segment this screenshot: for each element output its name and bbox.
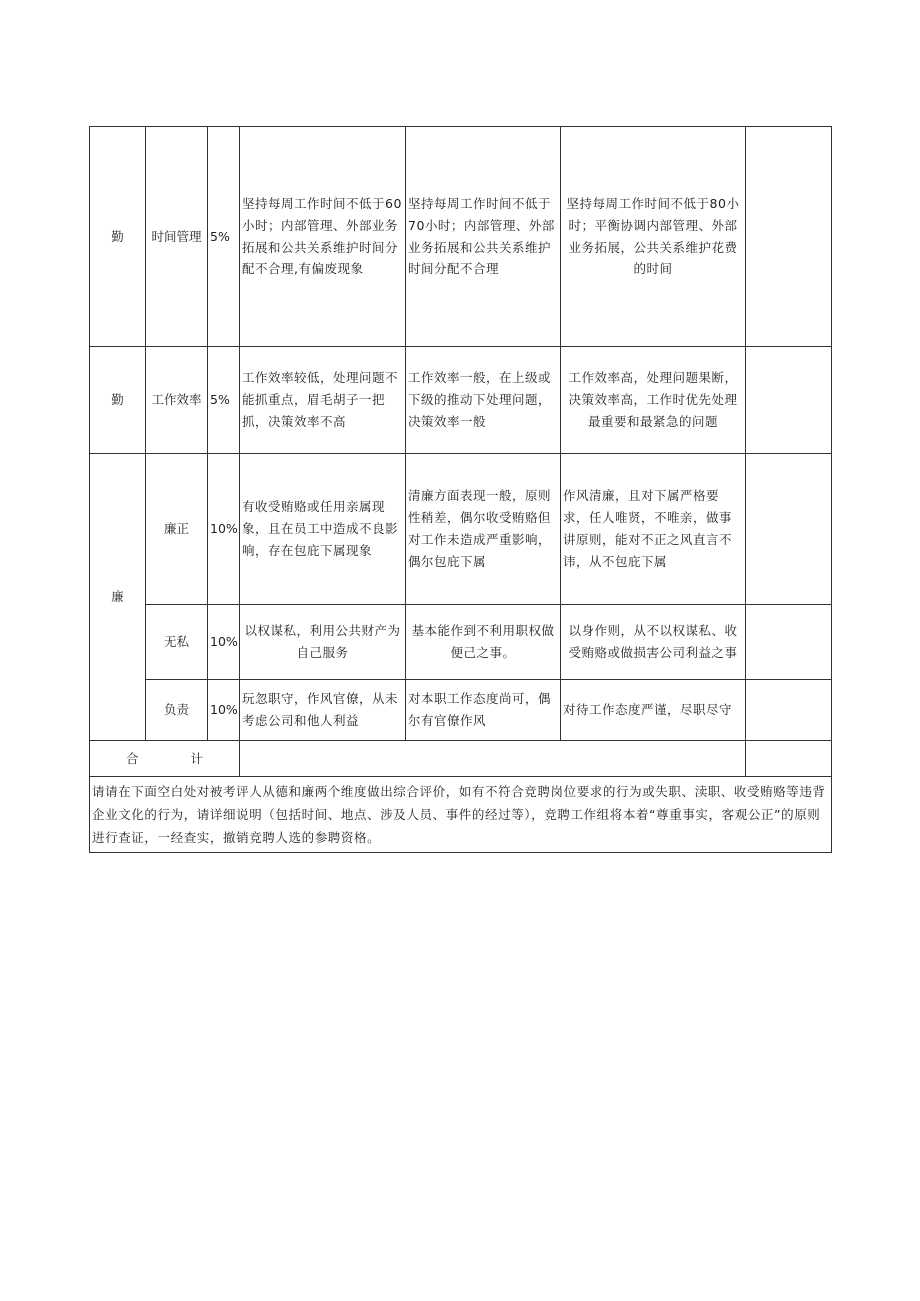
level3-cell: 作风清廉，且对下属严格要求，任人唯贤，不唯亲，做事讲原则，能对不正之风直言不讳，从不包庇下属	[561, 454, 746, 605]
level2-cell: 坚持每周工作时间不低于70小时；内部管理、外部业务拓展和公共关系维护时间分配不合理	[406, 127, 561, 347]
level1-cell: 以权谋私，利用公共财产为自己服务	[240, 605, 406, 680]
item-cell: 无私	[146, 605, 208, 680]
level3-cell: 坚持每周工作时间不低于80小时；平衡协调内部管理、外部业务拓展，公共关系维护花费的时间	[561, 127, 746, 347]
notes-row	[90, 777, 832, 853]
evaluation-table	[89, 126, 832, 853]
weight-cell: 10%	[208, 605, 240, 680]
dimension-cell: 勤	[90, 127, 146, 347]
level2-cell: 对本职工作态度尚可，偶尔有官僚作风	[406, 680, 561, 741]
level2-cell: 工作效率一般，在上级或下级的推动下处理问题，决策效率一般	[406, 347, 561, 454]
table-row	[90, 454, 832, 605]
level1-cell: 坚持每周工作时间不低于60小时；内部管理、外部业务拓展和公共关系维护时间分配不合理,有偏废现象	[240, 127, 406, 347]
level3-cell: 以身作则，从不以权谋私、收受贿赂或做损害公司利益之事	[561, 605, 746, 680]
weight-cell: 10%	[208, 454, 240, 605]
level3-cell: 工作效率高，处理问题果断，决策效率高，工作时优先处理最重要和最紧急的问题	[561, 347, 746, 454]
evaluation-notes: 请请在下面空白处对被考评人从德和廉两个维度做出综合评价，如有不符合竞聘岗位要求的行为或失职、渎职、收受贿赂等违背企业文化的行为，请详细说明（包括时间、地点、涉及人员、事件的经过等），竞聘工作组将本着“尊重事实，客观公正”的原则进行查证，一经查实，撤销竞聘人选的参聘资格。	[90, 777, 832, 853]
total-row	[90, 741, 832, 777]
score-cell[interactable]	[746, 454, 832, 605]
table-row	[90, 347, 832, 454]
level1-cell: 玩忽职守，作风官僚，从未考虑公司和他人利益	[240, 680, 406, 741]
dimension-cell: 廉	[90, 454, 146, 741]
total-label	[90, 741, 240, 777]
dimension-cell: 勤	[90, 347, 146, 454]
total-label-a: 合	[126, 750, 139, 766]
item-cell: 工作效率	[146, 347, 208, 454]
score-cell[interactable]	[746, 347, 832, 454]
score-cell[interactable]	[746, 127, 832, 347]
weight-cell: 5%	[208, 347, 240, 454]
total-score-cell[interactable]	[746, 741, 832, 777]
level2-cell: 清廉方面表现一般，原则性稍差，偶尔收受贿赂但对工作未造成严重影响，偶尔包庇下属	[406, 454, 561, 605]
score-cell[interactable]	[746, 680, 832, 741]
table-row	[90, 605, 832, 680]
level1-cell: 工作效率较低，处理问题不能抓重点，眉毛胡子一把抓，决策效率不高	[240, 347, 406, 454]
item-cell: 廉正	[146, 454, 208, 605]
level3-cell: 对待工作态度严谨，尽职尽守	[561, 680, 746, 741]
item-cell: 时间管理	[146, 127, 208, 347]
total-label-b: 计	[190, 750, 203, 766]
score-cell[interactable]	[746, 605, 832, 680]
level1-cell: 有收受贿赂或任用亲属现象，且在员工中造成不良影响，存在包庇下属现象	[240, 454, 406, 605]
item-cell: 负责	[146, 680, 208, 741]
weight-cell: 5%	[208, 127, 240, 347]
table-row	[90, 680, 832, 741]
weight-cell: 10%	[208, 680, 240, 741]
level2-cell: 基本能作到不利用职权做便己之事。	[406, 605, 561, 680]
total-value-cell[interactable]	[240, 741, 746, 777]
table-row	[90, 127, 832, 347]
